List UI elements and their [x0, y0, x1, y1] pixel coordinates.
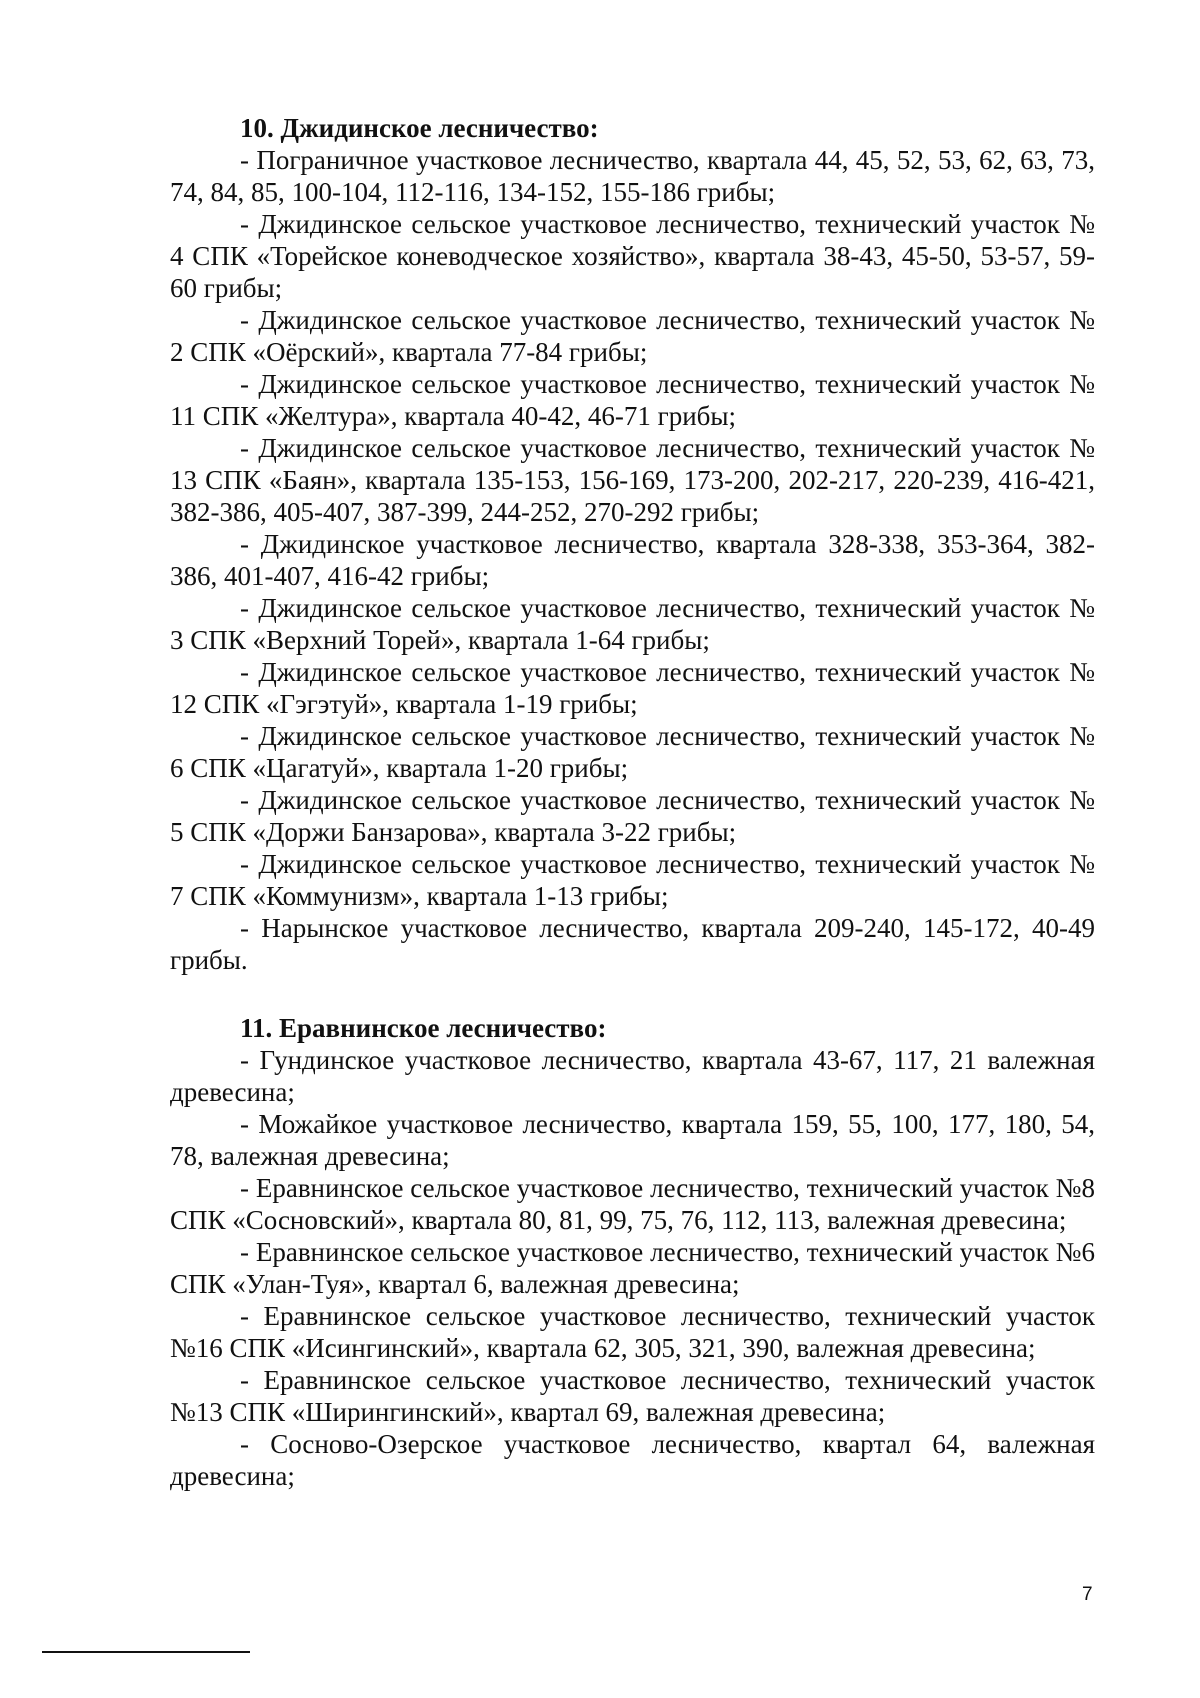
- list-item: - Джидинское сельское участковое лесничество, технический участок № 11 СПК «Желтура», квартала 40-42, 46-71 грибы;: [170, 369, 1095, 431]
- document-body: [170, 112, 1095, 1492]
- list-item: - Джидинское сельское участковое лесничество, технический участок № 12 СПК «Гэгэтуй», квартала 1-19 грибы;: [170, 657, 1095, 719]
- list-item: - Джидинское сельское участковое лесничество, технический участок № 6 СПК «Цагатуй», квартала 1-20 грибы;: [170, 721, 1095, 783]
- list-item: - Еравнинское сельское участковое лесничество, технический участок №6 СПК «Улан-Туя», квартал 6, валежная древесина;: [170, 1237, 1095, 1299]
- section-heading: 11. Еравнинское лесничество:: [240, 1013, 607, 1043]
- list-item: - Еравнинское сельское участковое лесничество, технический участок №8 СПК «Сосновский», квартала 80, 81, 99, 75, 76, 112, 113, валежная древесина;: [170, 1173, 1095, 1235]
- list-item: - Сосново-Озерское участковое лесничество, квартал 64, валежная древесина;: [170, 1429, 1095, 1491]
- list-item: - Нарынское участковое лесничество, квартала 209-240, 145-172, 40-49 грибы.: [170, 913, 1095, 975]
- list-item: - Гундинское участковое лесничество, квартала 43-67, 117, 21 валежная древесина;: [170, 1045, 1095, 1107]
- list-item: - Джидинское сельское участковое лесничество, технический участок № 13 СПК «Баян», квартала 135-153, 156-169, 173-200, 202-217, 220-239, 416-421, 382-386, 405-407, 387-399, 244-252, 270-292 грибы;: [170, 433, 1095, 527]
- section-spacer: [170, 976, 1095, 1012]
- list-item: - Пограничное участковое лесничество, квартала 44, 45, 52, 53, 62, 63, 73, 74, 84, 85, 100-104, 112-116, 134-152, 155-186 грибы;: [170, 145, 1095, 207]
- list-item: - Джидинское сельское участковое лесничество, технический участок № 3 СПК «Верхний Торей», квартала 1-64 грибы;: [170, 593, 1095, 655]
- list-item: - Еравнинское сельское участковое лесничество, технический участок №13 СПК «Ширингинский», квартал 69, валежная древесина;: [170, 1365, 1095, 1427]
- list-item: - Джидинское сельское участковое лесничество, технический участок № 2 СПК «Оёрский», квартала 77-84 грибы;: [170, 305, 1095, 367]
- list-item: - Джидинское участковое лесничество, квартала 328-338, 353-364, 382-386, 401-407, 416-42 грибы;: [170, 529, 1095, 591]
- section-dzhidinskoe: [170, 112, 1095, 976]
- section-eravninskoe: [170, 1012, 1095, 1492]
- list-item: - Еравнинское сельское участковое лесничество, технический участок №16 СПК «Исингинский», квартала 62, 305, 321, 390, валежная древесина;: [170, 1301, 1095, 1363]
- footnote-divider: [42, 1651, 250, 1653]
- list-item: - Джидинское сельское участковое лесничество, технический участок № 7 СПК «Коммунизм», квартала 1-13 грибы;: [170, 849, 1095, 911]
- page-number: 7: [1082, 1584, 1093, 1605]
- section-heading: 10. Джидинское лесничество:: [240, 113, 599, 143]
- list-item: - Можайкое участковое лесничество, квартала 159, 55, 100, 177, 180, 54, 78, валежная древесина;: [170, 1109, 1095, 1171]
- list-item: - Джидинское сельское участковое лесничество, технический участок № 4 СПК «Торейское коневодческое хозяйство», квартала 38-43, 45-50, 53-57, 59-60 грибы;: [170, 209, 1095, 303]
- list-item: - Джидинское сельское участковое лесничество, технический участок № 5 СПК «Доржи Банзарова», квартала 3-22 грибы;: [170, 785, 1095, 847]
